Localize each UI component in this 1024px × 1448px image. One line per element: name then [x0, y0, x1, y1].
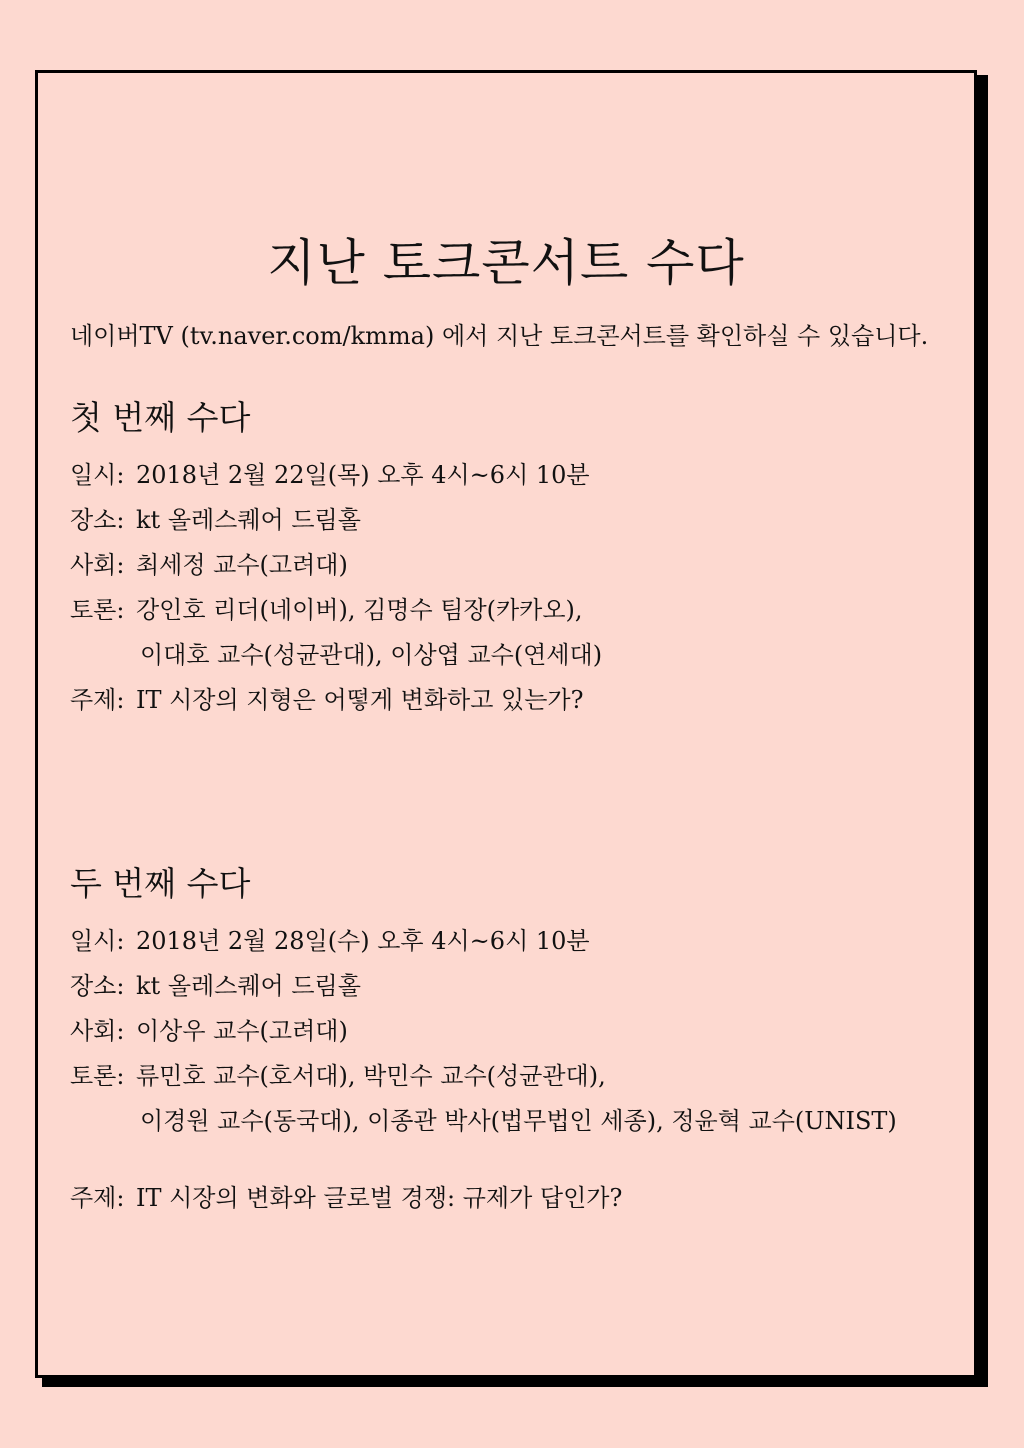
session-first — [70, 398, 602, 730]
place-label: 장소: — [70, 972, 125, 1000]
intro-text: 네이버TV (tv.naver.com/kmma) 에서 지난 토크콘서트를 확인하실 수 있습니다. — [70, 322, 929, 350]
host-value: 최세정 교수(고려대) — [136, 551, 348, 579]
panel-value-line1: 강인호 리더(네이버), 김명수 팀장(카카오), — [136, 596, 583, 624]
panel-row — [70, 595, 602, 640]
panel-row-continued — [70, 1106, 897, 1151]
topic-row — [70, 1183, 897, 1228]
date-row — [70, 460, 602, 505]
date-value: 2018년 2월 28일(수) 오후 4시~6시 10분 — [136, 927, 590, 955]
date-value: 2018년 2월 22일(목) 오후 4시~6시 10분 — [136, 461, 590, 489]
session-heading: 첫 번째 수다 — [70, 398, 251, 437]
document-card — [35, 70, 977, 1378]
panel-indent — [70, 640, 140, 685]
date-label: 일시: — [70, 461, 125, 489]
topic-value: IT 시장의 변화와 글로벌 경쟁: 규제가 답인가? — [136, 1184, 623, 1212]
panel-value-line1: 류민호 교수(호서대), 박민수 교수(성균관대), — [136, 1062, 606, 1090]
panel-row-continued — [70, 640, 602, 685]
session-heading: 두 번째 수다 — [70, 864, 251, 903]
place-row — [70, 971, 897, 1016]
panel-row — [70, 1061, 897, 1106]
place-row — [70, 505, 602, 550]
panel-label: 토론: — [70, 1062, 125, 1090]
host-row — [70, 1016, 897, 1061]
place-value: kt 올레스퀘어 드림홀 — [136, 506, 361, 534]
date-row — [70, 926, 897, 971]
topic-label: 주제: — [70, 1184, 125, 1212]
page-title: 지난 토크콘서트 수다 — [267, 234, 745, 292]
host-row — [70, 550, 602, 595]
panel-label: 토론: — [70, 596, 125, 624]
date-label: 일시: — [70, 927, 125, 955]
panel-value-line2: 이대호 교수(성균관대), 이상엽 교수(연세대) — [140, 641, 603, 669]
panel-value-line2: 이경원 교수(동국대), 이종관 박사(법무법인 세종), 정윤혁 교수(UNIST) — [140, 1107, 897, 1135]
topic-row — [70, 685, 602, 730]
panel-indent — [70, 1106, 140, 1151]
topic-value: IT 시장의 지형은 어떻게 변화하고 있는가? — [136, 686, 584, 714]
session-second — [70, 864, 897, 1228]
host-label: 사회: — [70, 551, 125, 579]
topic-label: 주제: — [70, 686, 125, 714]
place-value: kt 올레스퀘어 드림홀 — [136, 972, 361, 1000]
host-label: 사회: — [70, 1017, 125, 1045]
place-label: 장소: — [70, 506, 125, 534]
host-value: 이상우 교수(고려대) — [136, 1017, 348, 1045]
